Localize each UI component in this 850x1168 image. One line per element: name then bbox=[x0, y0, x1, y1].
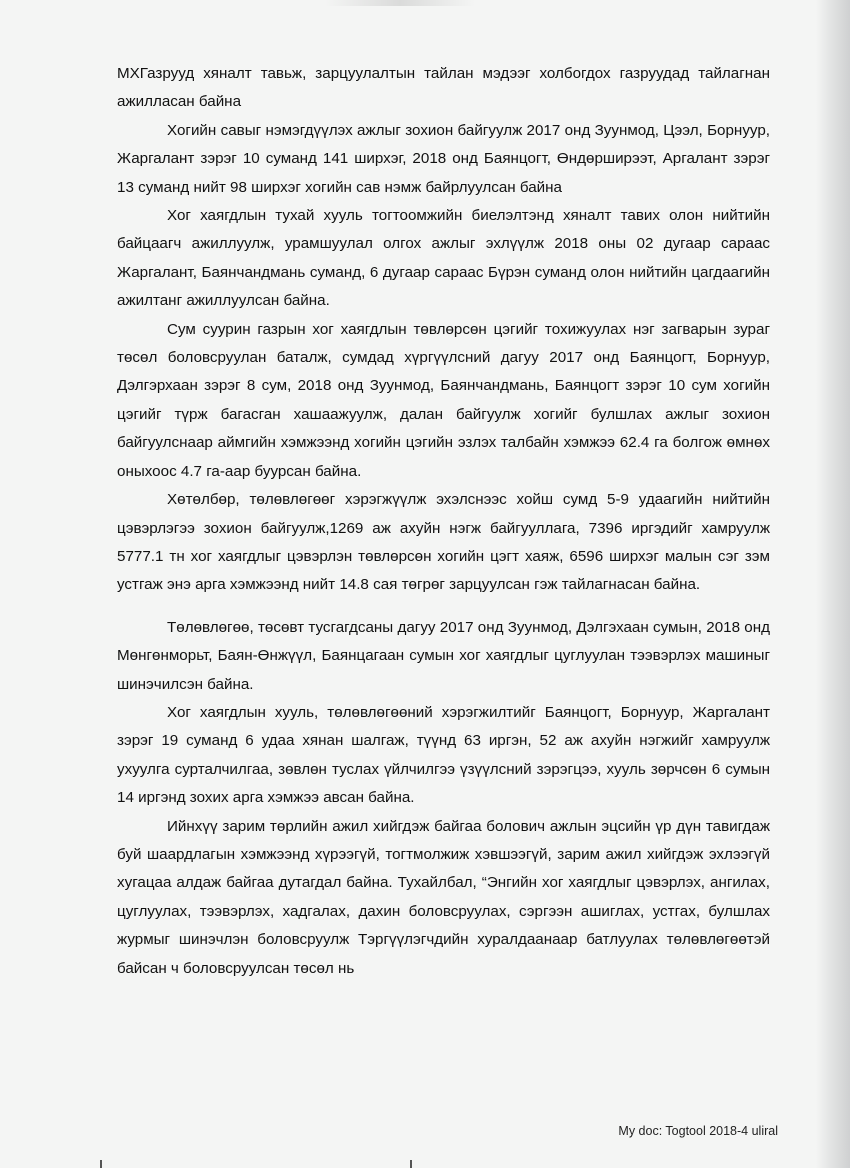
paragraph-1: МХГазрууд хяналт тавьж, зарцуулалтын тайлан мэдээг холбогдох газруудад тайлагнан ажилласан байна bbox=[117, 65, 770, 111]
document-body bbox=[117, 60, 770, 983]
paragraph-5: Хөтөлбөр, төлөвлөгөөг хэрэгжүүлж эхэлснээс хойш сумд 5-9 удаагийн нийтийн цэвэрлэгээ зохион байгуулж,1269 аж ахуйн нэгж байгууллага, 7396 иргэдийг хамруулж 5777.1 тн хог хаягдлыг цэвэрлэн төвлөрсөн хогийн цэгт хаяж, 6596 ширхэг малын сэг зэм устгаж энэ арга хэмжээнд нийт 14.8 сая төгрөг зарцуулсан гэж тайлагнасан байна. bbox=[117, 491, 770, 594]
page-edge-shadow bbox=[816, 0, 850, 1168]
scan-mark bbox=[410, 1160, 412, 1168]
page-footer: My doc: Togtool 2018-4 uliral bbox=[618, 1124, 778, 1138]
paragraph-3: Хог хаягдлын тухай хууль тогтоомжийн биелэлтэнд хяналт тавих олон нийтийн байцаагч ажиллуулж, урамшуулал олгох ажлыг эхлүүлж 2018 оны 02 дугаар сараас Жаргалант, Баянчандмань суманд, 6 дугаар сараас Бүрэн суманд олон нийтийн цагдаагийн ажилтанг ажиллуулсан байна. bbox=[117, 207, 770, 310]
paragraph-8: Ийнхүү зарим төрлийн ажил хийгдэж байгаа болович ажлын эцсийн үр дүн тавигдаж буй шаардлагын хэмжээнд хүрээгүй, тогтмолжиж хэвшээгүй, зарим ажил хийгдэж эхлээгүй хугацаа алдаж байгаа дутагдал байна. Тухайлбал, “Энгийн хог хаягдлыг цэвэрлэх, ангилах, цуглуулах, тээвэрлэх, хадгалах, дахин боловсруулах, сэргээн ашиглах, устгах, булшлах журмыг шинэчлэн боловсруулж Тэргүүлэгчдийн хуралдаанаар батлуулах төлөвлөгөөтэй байсан ч боловсруулсан төсөл нь bbox=[117, 817, 770, 977]
scan-smudge bbox=[325, 0, 475, 6]
scan-mark bbox=[100, 1160, 102, 1168]
paragraph-7: Хог хаягдлын хууль, төлөвлөгөөний хэрэгжилтийг Баянцогт, Борнуур, Жаргалант зэрэг 19 суманд 6 удаа хянан шалгаж, түүнд 63 иргэн, 52 аж ахуйн нэгжийг хамруулж ухуулга сурталчилгаа, зөвлөн туслах үйлчилгээ үзүүлсний зэрэгцээ, хууль зөрчсөн 6 сумын 14 иргэнд зохих арга хэмжээ авсан байна. bbox=[117, 703, 770, 807]
paragraph-4: Сум суурин газрын хог хаягдлын төвлөрсөн цэгийг тохижуулах нэг загварын зураг төсөл боловсруулан баталж, сумдад хүргүүлсний дагуу 2017 онд Баянцогт, Борнуур, Дэлгэрхаан зэрэг 8 сум, 2018 онд Зуунмод, Баянчандмань, Баянцогт зэрэг 10 сум хогийн цэгийг түрж багасган хашаажуулж, далан байгуулж хогийг булшлах ажлыг зохион байгуулснаар аймгийн хэмжээнд хогийн цэгийн эзлэх талбайн хэмжээ 62.4 га болгож өмнөх оныхоос 4.7 га-аар буурсан байна. bbox=[117, 320, 770, 480]
paragraph-6: Төлөвлөгөө, төсөвт тусгагдсаны дагуу 2017 онд Зуунмод, Дэлгэхаан сумын, 2018 онд Мөнгөнморьт, Баян-Өнжүүл, Баянцагаан сумын хог хаягдлыг цуглуулан тээвэрлэх машиныг шинэчилсэн байна. bbox=[117, 618, 770, 693]
paragraph-2: Хогийн савыг нэмэгдүүлэх ажлыг зохион байгуулж 2017 онд Зуунмод, Цээл, Борнуур, Жаргалант зэрэг 10 суманд 141 ширхэг, 2018 онд Баянцогт, Өндөрширээт, Аргалант зэрэг 13 суманд нийт 98 ширхэг хогийн сав нэмж байрлуулсан байна bbox=[117, 121, 770, 196]
